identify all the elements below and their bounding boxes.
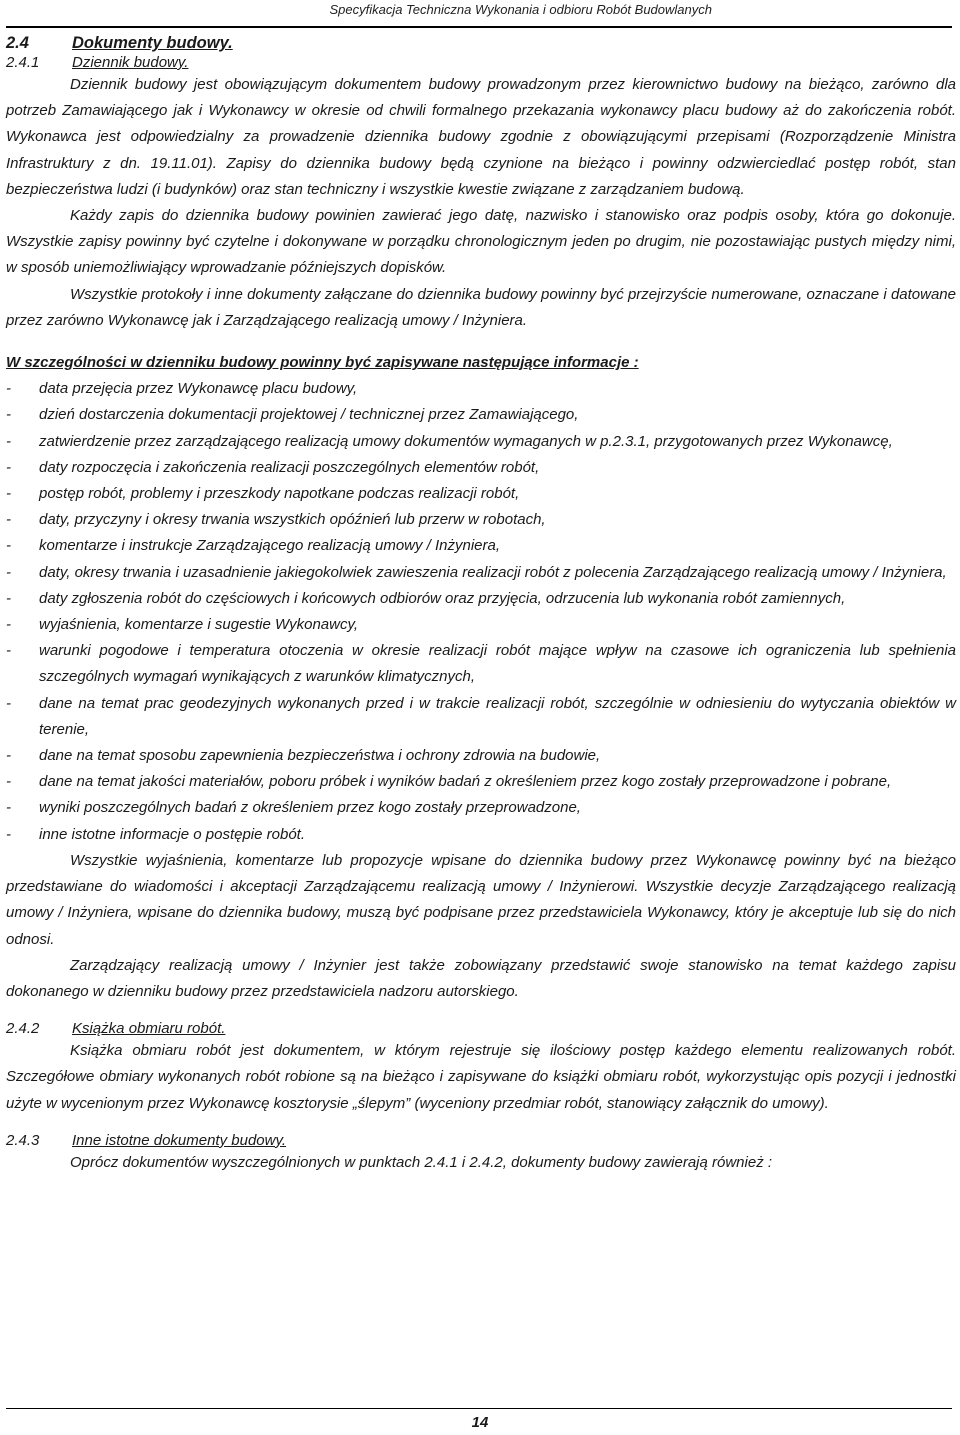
list-item: - postęp robót, problemy i przeszkody napotkane podczas realizacji robót, [6,481,956,507]
list-item: - warunki pogodowe i temperatura otoczenia w okresie realizacji robót mające wpływ na czasowe ich ograniczenia lub spełnienia szczególnych wymagań wynikających z warunków klimatycznych, [6,638,956,690]
list-item: - daty, okresy trwania i uzasadnienie jakiegokolwiek zawieszenia realizacji robót z polecenia Zarządzającego realizacją umowy / Inżyniera, [6,560,956,586]
spacer [6,1005,956,1019]
list-item: - daty rozpoczęcia i zakończenia realizacji poszczególnych elementów robót, [6,455,956,481]
subsection-title: Inne istotne dokumenty budowy. [72,1131,287,1149]
paragraph: Oprócz dokumentów wyszczególnionych w punktach 2.4.1 i 2.4.2, dokumenty budowy zawierają również : [70,1153,773,1171]
subsection-heading-2-4-1 [6,53,956,72]
list-item: - dane na temat prac geodezyjnych wykonanych przed i w trakcie realizacji robót, szczególnie w odniesieniu do wytyczania obiektów w terenie, [6,691,956,743]
spacer [6,1117,956,1131]
page-number: 14 [471,1414,489,1431]
subsection-number: 2.4.1 [6,54,40,71]
paragraph: Zarządzający realizacją umowy / Inżynier jest także zobowiązany przedstawić swoje stanowisko na temat każdego zapisu dokonanego w dzienniku budowy przez przedstawiciela nadzoru autorskiego. [6,956,956,1000]
header-rule [6,26,952,28]
paragraph: Dziennik budowy jest obowiązującym dokumentem budowy prowadzonym przez kierownictwo budowy na bieżąco, zarówno dla potrzeb Zamawiającego jak i Wykonawcy w okresie od chwili formalnego przekazania wykonawcy placu budowy aż do zakończenia robót. Wykonawca jest odpowiedzialny za prowadzenie dziennika budowy zgodnie z obowiązującymi przepisami (Rozporządzenie Ministra Infrastruktury z dn. 19.11.01). Zapisy do dziennika budowy będą czynione na bieżąco i powinny odzwierciedlać postęp robót, stan bezpieczeństwa ludzi (i budynków) oraz stan techniczny i wszystkie kwestie związane z zarządzaniem budową. [6,76,956,198]
subsection-title: Dziennik budowy. [72,54,189,71]
paragraph: Wszystkie wyjaśnienia, komentarze lub propozycje wpisane do dziennika budowy przez Wykonawcę powinny być na bieżąco przedstawiane do wiadomości i akceptacji Zarządzającemu realizacją umowy / Inżynierowi. Wszystkie decyzje Zarządzającego realizacją umowy / Inżyniera, wpisane do dziennika budowy, muszą być podpisane przez przedstawiciela Wykonawcy, który je akceptuje lub się do nich odnosi. [6,851,956,948]
list-heading: W szczególności w dzienniku budowy powinny być zapisywane następujące informacje : [6,354,639,372]
list-item: - daty, przyczyny i okresy trwania wszystkich opóźnień lub przerw w robotach, [6,507,956,533]
subsection-number: 2.4.3 [6,1131,40,1149]
subsection-title: Książka obmiaru robót. [72,1020,226,1038]
list-item: - wyjaśnienia, komentarze i sugestie Wykonawcy, [6,612,956,638]
list-item: - dzień dostarczenia dokumentacji projektowej / technicznej przez Zamawiającego, [6,402,956,428]
list-item: - daty zgłoszenia robót do częściowych i końcowych odbiorów oraz przyjęcia, odrzucenia lub wykonania robót zamiennych, [6,586,956,612]
section-title: Dokumenty budowy. [72,34,233,52]
list-item: - komentarze i instrukcje Zarządzającego realizacją umowy / Inżyniera, [6,533,956,559]
list-item: - inne istotne informacje o postępie robót. [6,822,956,848]
running-header: Specyfikacja Techniczna Wykonania i odbioru Robót Budowlanych [329,2,712,17]
list-item: - zatwierdzenie przez zarządzającego realizacją umowy dokumentów wymaganych w p.2.3.1, przygotowanych przez Wykonawcę, [6,429,956,455]
subsection-heading-2-4-2 [6,1019,956,1038]
section-heading [6,34,956,53]
information-list [6,376,956,848]
document-body [6,34,956,1176]
list-item: - wyniki poszczególnych badań z określeniem przez kogo zostały przeprowadzone, [6,795,956,821]
paragraph: Każdy zapis do dziennika budowy powinien zawierać jego datę, nazwisko i stanowisko oraz podpis osoby, która go dokonuje. Wszystkie zapisy powinny być czytelne i dokonywane w porządku chronologicznym jeden po drugim, nie pozostawiając pustych między nimi, w sposób uniemożliwiający wprowadzanie późniejszych dopisków. [6,207,956,277]
subsection-number: 2.4.2 [6,1020,40,1038]
list-item: - dane na temat sposobu zapewnienia bezpieczeństwa i ochrony zdrowia na budowie, [6,743,956,769]
footer-rule [6,1408,952,1409]
subsection-heading-2-4-3 [6,1131,956,1150]
paragraph: Książka obmiaru robót jest dokumentem, w którym rejestruje się ilościowy postęp każdego elementu realizowanych robót. Szczegółowe obmiary wykonanych robót robione są na bieżąco i zapisywane do książki obmiaru robót, wykorzystując opis pozycji i jednostki użyte w wycenionym przez Wykonawcę kosztorysie „ślepym” (wyceniony przedmiar robót, stanowiący załącznik do umowy). [6,1042,956,1112]
paragraph: Wszystkie protokoły i inne dokumenty załączane do dziennika budowy powinny być przejrzyście numerowane, oznaczane i datowane przez zarówno Wykonawcę jak i Zarządzającego realizacją umowy / Inżyniera. [6,285,956,329]
list-item: - data przejęcia przez Wykonawcę placu budowy, [6,376,956,402]
section-number: 2.4 [6,34,29,52]
list-item: - dane na temat jakości materiałów, poboru próbek i wyników badań z określeniem przez kogo zostały przeprowadzone i pobrane, [6,769,956,795]
